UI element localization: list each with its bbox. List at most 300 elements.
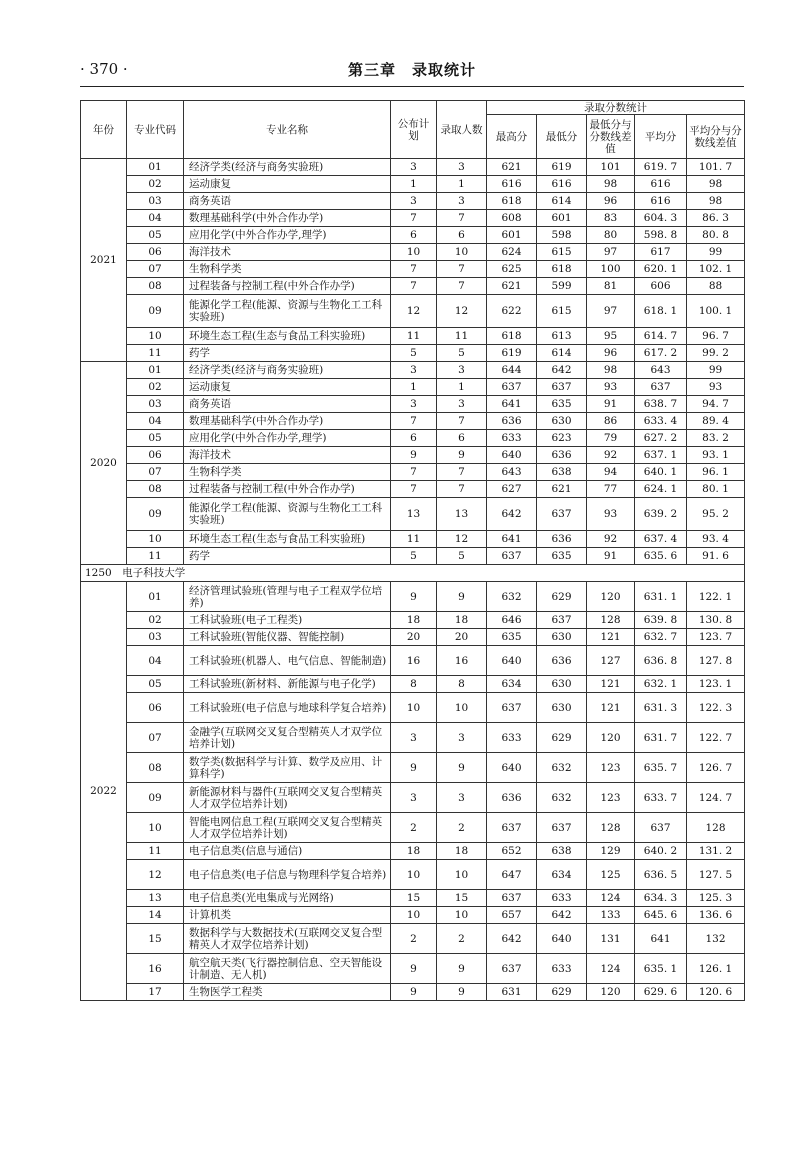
cell-max: 616 (487, 176, 537, 193)
page-header (80, 56, 744, 84)
table-row (81, 860, 745, 890)
major-code: 01 (127, 582, 184, 612)
major-code: 11 (127, 843, 184, 860)
cell-admitted: 20 (437, 629, 487, 646)
cell-min-diff: 86 (587, 413, 635, 430)
major-code: 09 (127, 295, 184, 328)
col-avg-diff-header: 平均分与分数线差值 (687, 115, 745, 159)
major-code: 05 (127, 676, 184, 693)
cell-admitted: 10 (437, 907, 487, 924)
table-row (81, 612, 745, 629)
cell-admitted: 9 (437, 753, 487, 783)
cell-max: 640 (487, 646, 537, 676)
cell-min-diff: 128 (587, 813, 635, 843)
cell-avg-diff: 126. 7 (687, 753, 745, 783)
cell-min-diff: 125 (587, 860, 635, 890)
major-code: 08 (127, 481, 184, 498)
cell-max: 618 (487, 328, 537, 345)
cell-plan: 6 (391, 227, 437, 244)
cell-avg-diff: 101. 7 (687, 159, 745, 176)
year-cell: 2021 (81, 159, 127, 362)
cell-avg: 629. 6 (635, 984, 687, 1001)
table-row (81, 646, 745, 676)
cell-avg-diff: 99 (687, 362, 745, 379)
col-name-header: 专业名称 (184, 101, 391, 159)
table-row (81, 693, 745, 723)
cell-admitted: 5 (437, 548, 487, 565)
cell-admitted: 3 (437, 396, 487, 413)
cell-min: 632 (537, 753, 587, 783)
major-name: 能源化学工程(能源、资源与生物化工工科实验班) (184, 295, 391, 328)
table-row (81, 295, 745, 328)
cell-plan: 10 (391, 860, 437, 890)
cell-plan: 11 (391, 328, 437, 345)
table-row (81, 582, 745, 612)
cell-max: 652 (487, 843, 537, 860)
cell-min: 640 (537, 924, 587, 954)
table-row (81, 379, 745, 396)
cell-avg: 634. 3 (635, 890, 687, 907)
col-admitted-header: 录取人数 (437, 101, 487, 159)
major-code: 07 (127, 723, 184, 753)
cell-min-diff: 81 (587, 278, 635, 295)
cell-max: 641 (487, 531, 537, 548)
major-name: 工科试验班(电子工程类) (184, 612, 391, 629)
cell-avg: 635. 7 (635, 753, 687, 783)
cell-min-diff: 80 (587, 227, 635, 244)
table-row (81, 531, 745, 548)
cell-avg: 624. 1 (635, 481, 687, 498)
table-row (81, 813, 745, 843)
cell-avg: 619. 7 (635, 159, 687, 176)
cell-max: 637 (487, 890, 537, 907)
cell-plan: 15 (391, 890, 437, 907)
cell-avg: 637. 1 (635, 447, 687, 464)
cell-admitted: 7 (437, 261, 487, 278)
col-min-diff-header: 最低分与分数线差值 (587, 115, 635, 159)
major-code: 08 (127, 278, 184, 295)
major-code: 06 (127, 447, 184, 464)
major-code: 10 (127, 328, 184, 345)
cell-min-diff: 83 (587, 210, 635, 227)
cell-plan: 12 (391, 295, 437, 328)
cell-min: 614 (537, 345, 587, 362)
cell-admitted: 7 (437, 210, 487, 227)
cell-admitted: 7 (437, 278, 487, 295)
cell-plan: 7 (391, 413, 437, 430)
admission-score-table (80, 100, 745, 1001)
cell-avg-diff: 130. 8 (687, 612, 745, 629)
cell-avg: 638. 7 (635, 396, 687, 413)
table-row (81, 396, 745, 413)
cell-avg-diff: 86. 3 (687, 210, 745, 227)
table-row (81, 328, 745, 345)
cell-min-diff: 92 (587, 531, 635, 548)
cell-avg-diff: 128 (687, 813, 745, 843)
cell-avg-diff: 100. 1 (687, 295, 745, 328)
cell-avg: 641 (635, 924, 687, 954)
cell-avg-diff: 127. 8 (687, 646, 745, 676)
cell-plan: 5 (391, 345, 437, 362)
cell-avg-diff: 123. 1 (687, 676, 745, 693)
cell-admitted: 2 (437, 924, 487, 954)
cell-plan: 18 (391, 843, 437, 860)
cell-plan: 7 (391, 464, 437, 481)
cell-avg: 640. 1 (635, 464, 687, 481)
cell-plan: 9 (391, 582, 437, 612)
cell-avg-diff: 120. 6 (687, 984, 745, 1001)
cell-admitted: 6 (437, 430, 487, 447)
cell-min: 630 (537, 693, 587, 723)
major-name: 生物科学类 (184, 464, 391, 481)
cell-plan: 6 (391, 430, 437, 447)
major-code: 01 (127, 159, 184, 176)
cell-avg: 643 (635, 362, 687, 379)
cell-avg-diff: 131. 2 (687, 843, 745, 860)
cell-admitted: 18 (437, 612, 487, 629)
cell-min: 619 (537, 159, 587, 176)
major-code: 16 (127, 954, 184, 984)
cell-min: 614 (537, 193, 587, 210)
table-row (81, 362, 745, 379)
major-code: 03 (127, 396, 184, 413)
major-code: 08 (127, 753, 184, 783)
major-name: 经济学类(经济与商务实验班) (184, 159, 391, 176)
cell-admitted: 3 (437, 193, 487, 210)
cell-max: 633 (487, 723, 537, 753)
cell-min: 613 (537, 328, 587, 345)
cell-max: 641 (487, 396, 537, 413)
cell-avg-diff: 94. 7 (687, 396, 745, 413)
cell-admitted: 9 (437, 954, 487, 984)
cell-min-diff: 123 (587, 783, 635, 813)
major-name: 应用化学(中外合作办学,理学) (184, 430, 391, 447)
cell-plan: 1 (391, 379, 437, 396)
table-row (81, 783, 745, 813)
cell-min-diff: 124 (587, 954, 635, 984)
major-name: 运动康复 (184, 176, 391, 193)
cell-max: 647 (487, 860, 537, 890)
major-name: 过程装备与控制工程(中外合作办学) (184, 278, 391, 295)
major-code: 04 (127, 413, 184, 430)
cell-avg: 637 (635, 379, 687, 396)
cell-admitted: 3 (437, 783, 487, 813)
cell-min-diff: 92 (587, 447, 635, 464)
cell-avg-diff: 127. 5 (687, 860, 745, 890)
cell-avg-diff: 95. 2 (687, 498, 745, 531)
cell-plan: 7 (391, 481, 437, 498)
cell-avg: 627. 2 (635, 430, 687, 447)
major-code: 06 (127, 244, 184, 261)
major-code: 02 (127, 612, 184, 629)
cell-avg-diff: 93. 4 (687, 531, 745, 548)
cell-min-diff: 121 (587, 676, 635, 693)
table-row (81, 345, 745, 362)
cell-admitted: 5 (437, 345, 487, 362)
cell-admitted: 18 (437, 843, 487, 860)
cell-min-diff: 124 (587, 890, 635, 907)
cell-avg-diff: 83. 2 (687, 430, 745, 447)
major-code: 06 (127, 693, 184, 723)
cell-avg-diff: 123. 7 (687, 629, 745, 646)
cell-min-diff: 97 (587, 244, 635, 261)
cell-max: 624 (487, 244, 537, 261)
cell-min-diff: 95 (587, 328, 635, 345)
cell-max: 640 (487, 753, 537, 783)
cell-plan: 7 (391, 278, 437, 295)
cell-avg: 635. 1 (635, 954, 687, 984)
major-name: 商务英语 (184, 396, 391, 413)
cell-min: 601 (537, 210, 587, 227)
cell-min: 642 (537, 362, 587, 379)
cell-avg: 636. 8 (635, 646, 687, 676)
cell-min-diff: 91 (587, 396, 635, 413)
cell-admitted: 10 (437, 860, 487, 890)
major-code: 10 (127, 531, 184, 548)
cell-min: 629 (537, 984, 587, 1001)
col-plan-header: 公布计划 (391, 101, 437, 159)
col-code-header: 专业代码 (127, 101, 184, 159)
chapter-title: 第三章 录取统计 (347, 61, 476, 79)
cell-admitted: 6 (437, 227, 487, 244)
cell-min: 615 (537, 295, 587, 328)
cell-avg-diff: 98 (687, 193, 745, 210)
table-row (81, 261, 745, 278)
major-name: 运动康复 (184, 379, 391, 396)
table-row (81, 413, 745, 430)
major-code: 03 (127, 193, 184, 210)
cell-avg: 639. 2 (635, 498, 687, 531)
table-row (81, 464, 745, 481)
cell-avg-diff: 122. 7 (687, 723, 745, 753)
cell-min-diff: 101 (587, 159, 635, 176)
cell-admitted: 16 (437, 646, 487, 676)
cell-avg: 606 (635, 278, 687, 295)
major-code: 09 (127, 783, 184, 813)
cell-plan: 9 (391, 954, 437, 984)
cell-avg: 604. 3 (635, 210, 687, 227)
table-row (81, 244, 745, 261)
col-year-header: 年份 (81, 101, 127, 159)
cell-min: 630 (537, 629, 587, 646)
table-row (81, 447, 745, 464)
major-code: 17 (127, 984, 184, 1001)
major-name: 工科试验班(机器人、电气信息、智能制造) (184, 646, 391, 676)
cell-admitted: 11 (437, 328, 487, 345)
cell-plan: 7 (391, 210, 437, 227)
cell-min: 616 (537, 176, 587, 193)
cell-min: 621 (537, 481, 587, 498)
cell-min-diff: 129 (587, 843, 635, 860)
cell-min: 637 (537, 813, 587, 843)
cell-plan: 8 (391, 676, 437, 693)
cell-plan: 2 (391, 813, 437, 843)
cell-min-diff: 121 (587, 693, 635, 723)
cell-avg-diff: 91. 6 (687, 548, 745, 565)
major-code: 02 (127, 176, 184, 193)
cell-avg: 636. 5 (635, 860, 687, 890)
table-row (81, 676, 745, 693)
cell-avg: 617 (635, 244, 687, 261)
cell-max: 644 (487, 362, 537, 379)
cell-min-diff: 97 (587, 295, 635, 328)
cell-avg-diff: 124. 7 (687, 783, 745, 813)
cell-min: 635 (537, 396, 587, 413)
cell-min-diff: 98 (587, 362, 635, 379)
cell-min: 630 (537, 413, 587, 430)
cell-plan: 11 (391, 531, 437, 548)
cell-avg: 632. 1 (635, 676, 687, 693)
cell-min: 633 (537, 890, 587, 907)
cell-plan: 16 (391, 646, 437, 676)
table-row (81, 629, 745, 646)
major-code: 01 (127, 362, 184, 379)
cell-min-diff: 120 (587, 723, 635, 753)
major-code: 02 (127, 379, 184, 396)
table-row (81, 498, 745, 531)
cell-max: 608 (487, 210, 537, 227)
col-max-header: 最高分 (487, 115, 537, 159)
cell-min-diff: 120 (587, 582, 635, 612)
cell-min: 638 (537, 843, 587, 860)
cell-min: 629 (537, 723, 587, 753)
table-row (81, 176, 745, 193)
cell-min-diff: 121 (587, 629, 635, 646)
cell-admitted: 3 (437, 159, 487, 176)
major-name: 电子信息类(电子信息与物理科学复合培养) (184, 860, 391, 890)
cell-min: 642 (537, 907, 587, 924)
cell-min: 599 (537, 278, 587, 295)
university-name: 1250 电子科技大学 (81, 565, 745, 582)
cell-plan: 10 (391, 693, 437, 723)
table-row (81, 924, 745, 954)
major-code: 11 (127, 345, 184, 362)
major-code: 12 (127, 860, 184, 890)
cell-plan: 9 (391, 753, 437, 783)
cell-avg-diff: 93. 1 (687, 447, 745, 464)
cell-admitted: 15 (437, 890, 487, 907)
cell-avg: 635. 6 (635, 548, 687, 565)
cell-min: 633 (537, 954, 587, 984)
cell-avg: 598. 8 (635, 227, 687, 244)
major-code: 14 (127, 907, 184, 924)
major-name: 金融学(互联网交叉复合型精英人才双学位培养计划) (184, 723, 391, 753)
major-name: 海洋技术 (184, 244, 391, 261)
table-row (81, 548, 745, 565)
cell-avg-diff: 96. 7 (687, 328, 745, 345)
major-name: 数据科学与大数据技术(互联网交叉复合型精英人才双学位培养计划) (184, 924, 391, 954)
cell-max: 622 (487, 295, 537, 328)
cell-plan: 2 (391, 924, 437, 954)
cell-avg: 617. 2 (635, 345, 687, 362)
major-name: 经济管理试验班(管理与电子工程双学位培养) (184, 582, 391, 612)
cell-max: 621 (487, 278, 537, 295)
major-name: 数学类(数据科学与计算、数学及应用、计算科学) (184, 753, 391, 783)
cell-admitted: 12 (437, 295, 487, 328)
cell-avg-diff: 122. 3 (687, 693, 745, 723)
cell-avg: 633. 7 (635, 783, 687, 813)
cell-min: 598 (537, 227, 587, 244)
cell-max: 637 (487, 954, 537, 984)
cell-min-diff: 96 (587, 345, 635, 362)
cell-avg-diff: 93 (687, 379, 745, 396)
major-name: 工科试验班(新材料、新能源与电子化学) (184, 676, 391, 693)
major-code: 07 (127, 464, 184, 481)
cell-min-diff: 77 (587, 481, 635, 498)
cell-min-diff: 133 (587, 907, 635, 924)
cell-max: 642 (487, 498, 537, 531)
cell-max: 657 (487, 907, 537, 924)
major-name: 能源化学工程(能源、资源与生物化工工科实验班) (184, 498, 391, 531)
cell-avg: 620. 1 (635, 261, 687, 278)
cell-max: 634 (487, 676, 537, 693)
major-name: 过程装备与控制工程(中外合作办学) (184, 481, 391, 498)
cell-min: 630 (537, 676, 587, 693)
cell-min-diff: 98 (587, 176, 635, 193)
cell-max: 637 (487, 693, 537, 723)
cell-admitted: 7 (437, 464, 487, 481)
cell-max: 625 (487, 261, 537, 278)
table-row (81, 227, 745, 244)
cell-min-diff: 94 (587, 464, 635, 481)
cell-plan: 3 (391, 723, 437, 753)
major-name: 商务英语 (184, 193, 391, 210)
cell-plan: 20 (391, 629, 437, 646)
cell-avg-diff: 136. 6 (687, 907, 745, 924)
major-name: 数理基础科学(中外合作办学) (184, 413, 391, 430)
major-code: 03 (127, 629, 184, 646)
table-row (81, 890, 745, 907)
cell-avg: 631. 1 (635, 582, 687, 612)
cell-min: 634 (537, 860, 587, 890)
cell-min-diff: 96 (587, 193, 635, 210)
cell-admitted: 9 (437, 984, 487, 1001)
cell-min-diff: 79 (587, 430, 635, 447)
major-name: 智能电网信息工程(互联网交叉复合型精英人才双学位培养计划) (184, 813, 391, 843)
header-row (81, 101, 745, 115)
cell-min: 637 (537, 612, 587, 629)
major-name: 生物医学工程类 (184, 984, 391, 1001)
cell-avg-diff: 99. 2 (687, 345, 745, 362)
cell-avg-diff: 102. 1 (687, 261, 745, 278)
major-name: 电子信息类(光电集成与光网络) (184, 890, 391, 907)
cell-max: 646 (487, 612, 537, 629)
cell-admitted: 3 (437, 723, 487, 753)
major-name: 经济学类(经济与商务实验班) (184, 362, 391, 379)
cell-min-diff: 120 (587, 984, 635, 1001)
cell-plan: 5 (391, 548, 437, 565)
cell-plan: 10 (391, 244, 437, 261)
cell-avg: 639. 8 (635, 612, 687, 629)
cell-admitted: 12 (437, 531, 487, 548)
cell-max: 637 (487, 548, 537, 565)
cell-plan: 7 (391, 261, 437, 278)
cell-avg-diff: 125. 3 (687, 890, 745, 907)
cell-avg-diff: 126. 1 (687, 954, 745, 984)
university-row (81, 565, 745, 582)
cell-min: 629 (537, 582, 587, 612)
cell-plan: 9 (391, 447, 437, 464)
cell-min-diff: 100 (587, 261, 635, 278)
major-name: 环境生态工程(生态与食品工科实验班) (184, 328, 391, 345)
cell-plan: 13 (391, 498, 437, 531)
cell-min-diff: 131 (587, 924, 635, 954)
table-row (81, 193, 745, 210)
cell-admitted: 1 (437, 379, 487, 396)
cell-min: 618 (537, 261, 587, 278)
cell-avg: 645. 6 (635, 907, 687, 924)
cell-avg-diff: 88 (687, 278, 745, 295)
